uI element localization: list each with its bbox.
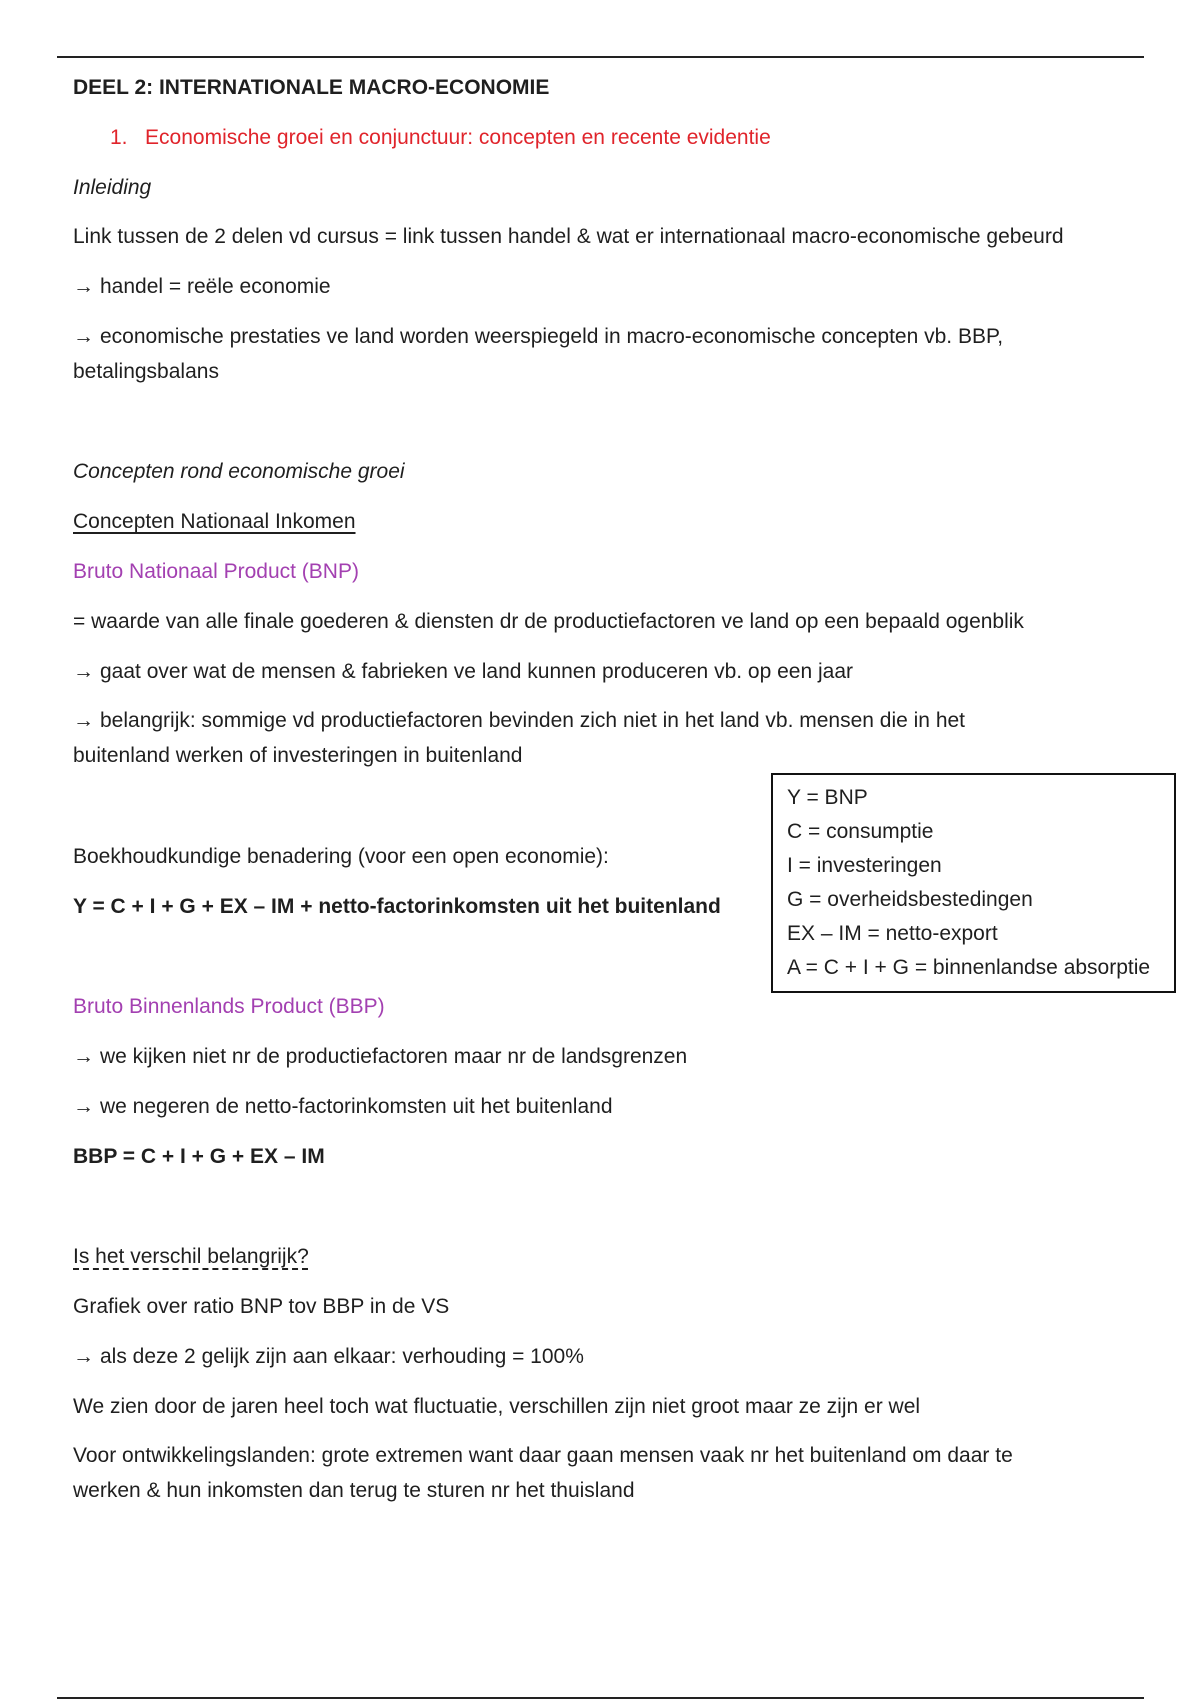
intro-point-1 — [73, 270, 331, 304]
concepts-heading: Concepten rond economische groei — [73, 460, 405, 483]
bnp-point-1 — [73, 655, 853, 689]
intro-point-2 — [73, 320, 1003, 354]
bottom-rule — [57, 1697, 1144, 1699]
concepts-subheading: Concepten Nationaal Inkomen — [73, 510, 356, 533]
arrow-icon: → — [73, 709, 94, 732]
bnp-point-2-text: belangrijk: sommige vd productiefactoren bevinden zich niet in het land vb. mensen die in het — [100, 709, 966, 732]
arrow-icon: → — [73, 275, 94, 298]
intro-point-1-text: handel = reële economie — [100, 275, 331, 298]
bbp-point-2-text: we negeren de netto-factorinkomsten uit het buitenland — [100, 1095, 613, 1118]
bbp-point-1-text: we kijken niet nr de productiefactoren maar nr de landsgrenzen — [100, 1045, 688, 1068]
bnp-point-2 — [73, 704, 965, 738]
bbp-point-2 — [73, 1090, 613, 1124]
legend-item: Y = BNP — [787, 786, 868, 809]
intro-paragraph: Link tussen de 2 delen vd cursus = link tussen handel & wat er internationaal macro-economische gebeurd — [73, 225, 1064, 248]
bbp-formula: BBP = C + I + G + EX – IM — [73, 1145, 325, 1168]
intro-heading: Inleiding — [73, 176, 152, 199]
difference-p1: Grafiek over ratio BNP tov BBP in de VS — [73, 1295, 450, 1318]
arrow-icon: → — [73, 660, 94, 683]
legend-item: G = overheidsbestedingen — [787, 888, 1033, 911]
bnp-definition: = waarde van alle finale goederen & diensten dr de productiefactoren ve land op een bepaald ogenblik — [73, 610, 1024, 633]
accounting-approach: Boekhoudkundige benadering (voor een open economie): — [73, 845, 609, 868]
page-title: DEEL 2: INTERNATIONALE MACRO-ECONOMIE — [73, 76, 550, 99]
arrow-icon: → — [73, 1095, 94, 1118]
bnp-formula: Y = C + I + G + EX – IM + netto-factorinkomsten uit het buitenland — [73, 895, 721, 918]
difference-p4-cont: werken & hun inkomsten dan terug te sturen nr het thuisland — [73, 1479, 635, 1502]
legend-box — [771, 773, 1176, 993]
difference-point — [73, 1340, 584, 1374]
bnp-point-1-text: gaat over wat de mensen & fabrieken ve land kunnen produceren vb. op een jaar — [100, 660, 853, 683]
bbp-point-1 — [73, 1040, 687, 1074]
section-title: Economische groei en conjunctuur: concepten en recente evidentie — [145, 126, 771, 149]
arrow-icon: → — [73, 1045, 94, 1068]
legend-item: I = investeringen — [787, 854, 942, 877]
difference-heading: Is het verschil belangrijk? — [73, 1245, 309, 1268]
section-number: 1. — [110, 126, 128, 149]
arrow-icon: → — [73, 1345, 94, 1368]
legend-item: EX – IM = netto-export — [787, 922, 998, 945]
legend-item: C = consumptie — [787, 820, 934, 843]
intro-point-2-text: economische prestaties ve land worden weerspiegeld in macro-economische concepten vb. BBP, — [100, 325, 1004, 348]
bnp-point-2-cont: buitenland werken of investeringen in buitenland — [73, 744, 523, 767]
section-heading — [110, 121, 771, 155]
bbp-title: Bruto Binnenlands Product (BBP) — [73, 995, 385, 1018]
top-rule — [57, 56, 1144, 58]
legend-item: A = C + I + G = binnenlandse absorptie — [787, 956, 1151, 979]
difference-p4: Voor ontwikkelingslanden: grote extremen want daar gaan mensen vaak nr het buitenland om daar te — [73, 1444, 1013, 1467]
bnp-title: Bruto Nationaal Product (BNP) — [73, 560, 359, 583]
difference-p3: We zien door de jaren heel toch wat fluctuatie, verschillen zijn niet groot maar ze zijn er wel — [73, 1395, 921, 1418]
arrow-icon: → — [73, 325, 94, 348]
intro-point-2-cont: betalingsbalans — [73, 360, 219, 383]
difference-point-text: als deze 2 gelijk zijn aan elkaar: verhouding = 100% — [100, 1345, 584, 1368]
